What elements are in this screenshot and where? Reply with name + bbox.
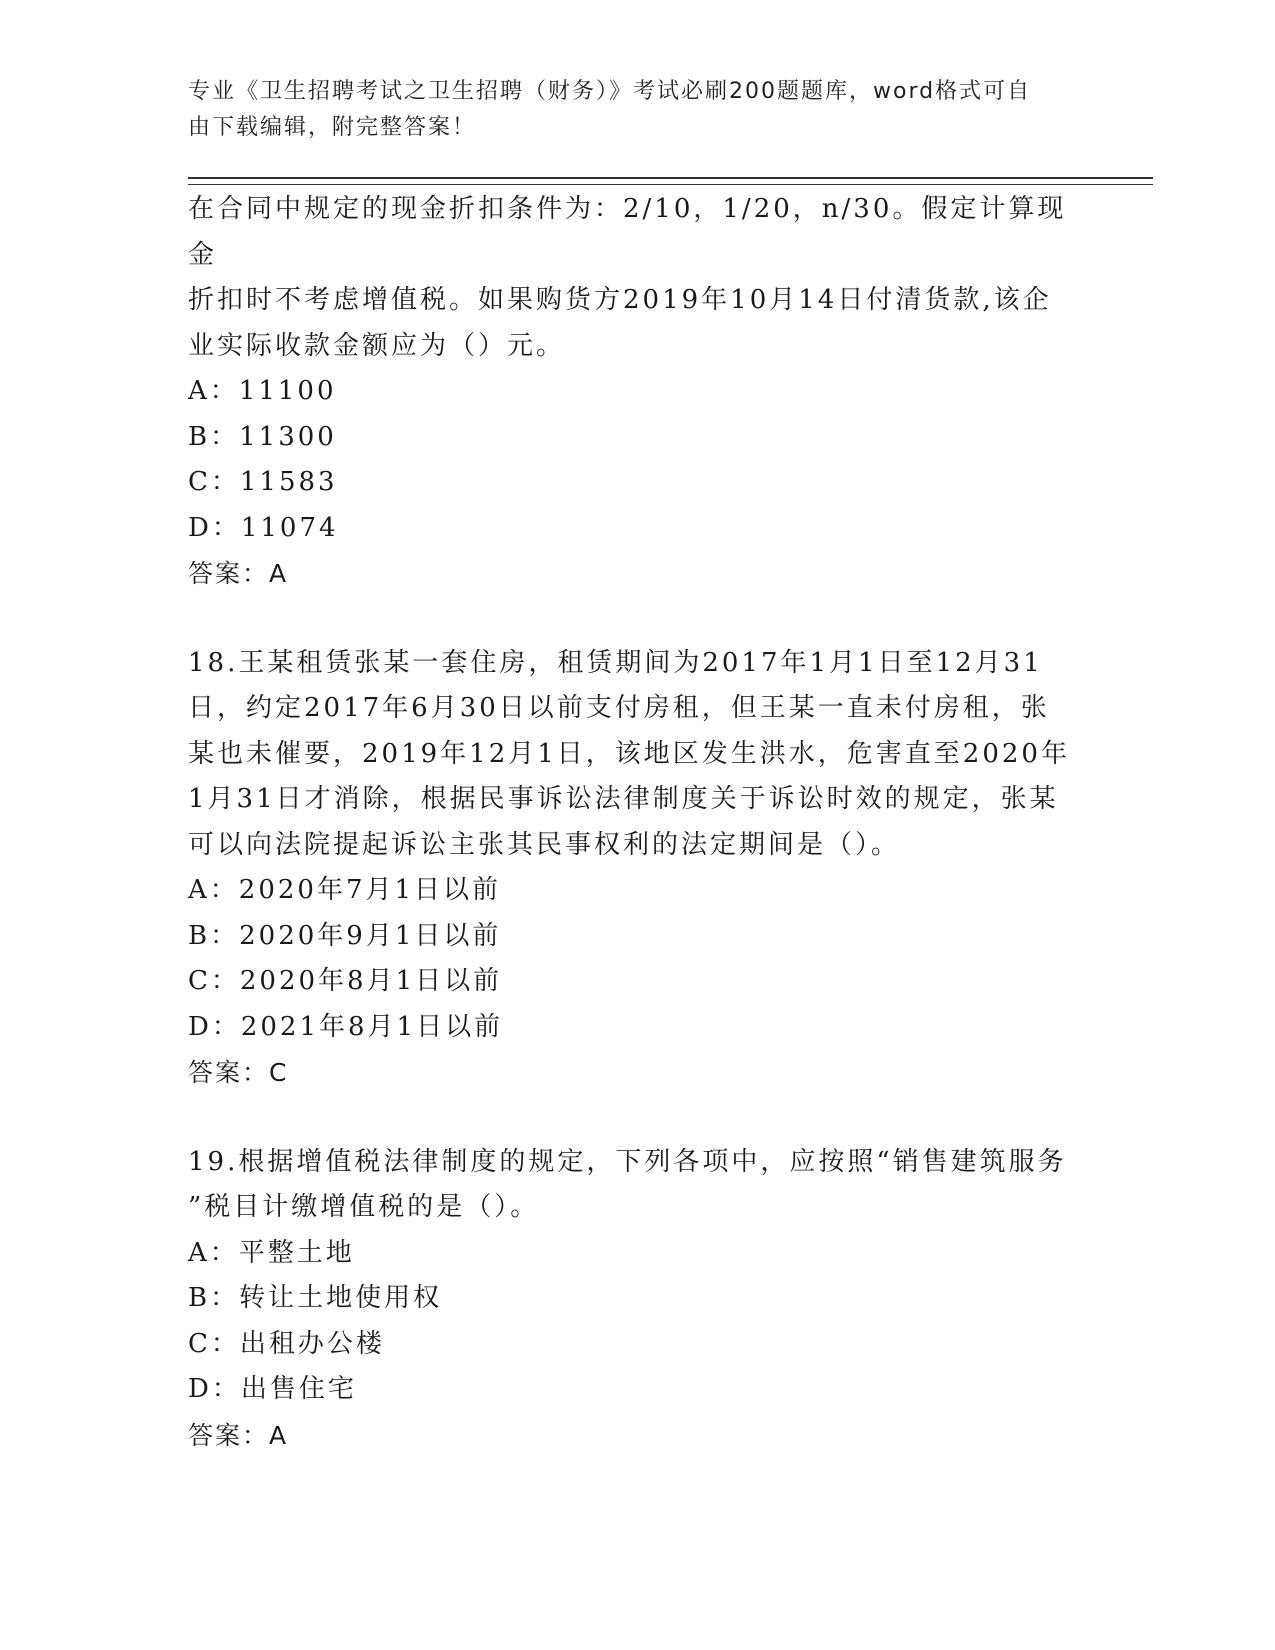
stem-line: 可以向法院提起诉讼主张其民事权利的法定期间是（）。 xyxy=(188,829,901,860)
question-block xyxy=(188,641,1088,1096)
stem-line: 18.王某租赁张某一套住房，租赁期间为2017年1月1日至12月31 xyxy=(188,647,1043,678)
stem-line: 某也未催要，2019年12月1日，该地区发生洪水，危害直至2020年 xyxy=(188,738,1070,769)
stem-line: 在合同中规定的现金折扣条件为：2/10，1/20，n/30。假定计算现金 xyxy=(188,194,1067,270)
answer: 答案：A xyxy=(188,1420,289,1450)
option-d: D：2021年8月1日以前 xyxy=(188,1011,504,1042)
option-a: A：11100 xyxy=(188,376,337,406)
header-line: 由下载编辑，附完整答案！ xyxy=(188,115,477,140)
stem-line: ”税目计缴增值税的是（）。 xyxy=(188,1192,540,1222)
option-c: C：11583 xyxy=(188,467,338,497)
option-d: D：11074 xyxy=(188,512,339,543)
option-c: C：出租办公楼 xyxy=(188,1328,385,1359)
answer: 答案：C xyxy=(188,1058,289,1087)
answer: 答案：A xyxy=(188,559,289,588)
question-block xyxy=(188,1140,1088,1459)
option-a: A：平整土地 xyxy=(188,1237,355,1268)
document-header xyxy=(188,74,1068,146)
question-stem xyxy=(188,641,1088,869)
option-b: B：2020年9月1日以前 xyxy=(188,920,502,951)
stem-line: 日，约定2017年6月30日以前支付房租，但王某一直未付房租，张 xyxy=(188,693,1050,723)
header-rule-thick xyxy=(188,177,1153,179)
stem-line: 1月31日才消除，根据民事诉讼法律制度关于诉讼时效的规定，张某 xyxy=(188,784,1059,814)
option-a: A：2020年7月1日以前 xyxy=(188,875,502,905)
question-block xyxy=(188,187,1088,597)
option-b: B：11300 xyxy=(188,421,337,452)
question-stem xyxy=(188,1140,1088,1231)
document-body xyxy=(188,187,1088,1458)
option-c: C：2020年8月1日以前 xyxy=(188,966,503,996)
stem-line: 折扣时不考虑增值税。如果购货方2019年10月14日付清货款,该企 xyxy=(188,285,1052,315)
option-b: B：转让土地使用权 xyxy=(188,1283,443,1313)
option-d: D：出售住宅 xyxy=(188,1374,357,1404)
question-stem xyxy=(188,187,1088,369)
header-rule-thin xyxy=(188,184,1153,185)
stem-line: 业实际收款金额应为（）元。 xyxy=(188,330,566,361)
header-line: 专业《卫生招聘考试之卫生招聘（财务）》考试必刷200题题库，word格式可自 xyxy=(188,79,1032,104)
stem-line: 19.根据增值税法律制度的规定，下列各项中，应按照“销售建筑服务 xyxy=(188,1146,1067,1177)
